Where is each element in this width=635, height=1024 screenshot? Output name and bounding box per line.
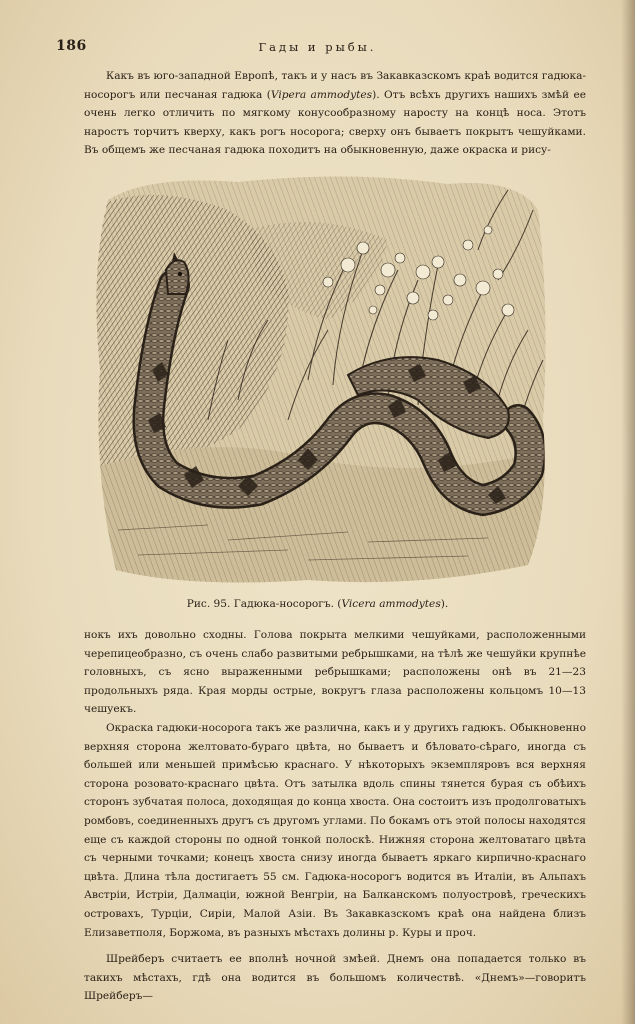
figure-caption-latin: Vicera ammodytes [341, 598, 441, 610]
paragraph-intro-text-1: Какъ въ юго-западной Европѣ, такъ и у насъ въ Закавказскомъ краѣ водится гадюка-носорогъ или песчаная гадюка ( [84, 70, 586, 101]
paragraph-intro [84, 67, 586, 160]
engraving-scene [88, 170, 550, 588]
running-head: Гады и рыбы. [258, 40, 377, 54]
body-text-bottom [84, 626, 586, 1006]
page-gutter-shadow [621, 0, 635, 1024]
paragraph-coloring: Окраска гадюки-носорога такъ же различна, какъ и у другихъ гадюкъ. Обыкновенно верхняя сторона желтовато-бураго цвѣта, но бываетъ и бѣловато-сѣраго, иногда съ большей или меньшей примѣсью краснаго. У нѣкоторыхъ экземпляровъ вся верхняя сторона розовато-краснаго цвѣта. Отъ затылка вдоль спины тянется бурая съ обѣихъ сторонъ зубчатая полоса, доходящая до конца хвоста. Она состоитъ изъ продолговатыхъ ромбовъ, соединенныхъ другъ съ другомъ углами. По бокамъ отъ этой полосы находятся еще съ каждой стороны по одной тонкой полоскѣ. Нижняя сторона желтоватаго цвѣта съ черными точками; конецъ хвоста снизу иногда бываетъ яркаго кирпично-краснаго цвѣта. Длина тѣла достигаетъ 55 см. Гадюка-носорогъ водится въ Италіи, въ Альпахъ Австріи, Истріи, Далмаціи, южной Венгріи, на Балканскомъ полуостровѣ, греческихъ островахъ, Турціи, Сиріи, Малой Азіи. Въ Закавказскомъ краѣ она найдена близъ Елизаветполя, Боржома, въ разныхъ мѣстахъ долины р. Куры и проч. [84, 721, 586, 939]
figure-caption-prefix: Рис. 95. Гадюка-носорогъ. ( [186, 598, 342, 610]
figure-caption-suffix: ). [440, 598, 449, 610]
page-number: 186 [56, 38, 87, 54]
figure-caption [0, 598, 635, 610]
paragraph-schreiber: Шрейберъ считаетъ ее вполнѣ ночной змѣей. Днемъ она попадается только въ такихъ мѣстахъ, гдѣ она водится въ большомъ количествѣ. «Днемъ»—говоритъ Шрейберъ— [84, 953, 586, 1003]
paragraph-scales: нокъ ихъ довольно сходны. Голова покрыта мелкими чешуйками, расположенными черепицеобразно, съ очень слабо развитыми ребрышками, на тѣлѣ же чешуйки крупнѣе головныхъ, съ ясно выраженными ребрышками; расположены онѣ въ 21—23 продольныхъ ряда. Края морды острые, вокругъ глаза расположены кольцомъ 10—13 чешуекъ. [84, 629, 586, 716]
latin-name: Vipera ammodytes [270, 88, 373, 101]
viper-engraving [88, 170, 550, 588]
paragraph-intro-text-2: ). Отъ всѣхъ другихъ нашихъ змѣй ее очень легко отличить по мягкому конусообразному наросту на концѣ носа. Этотъ наростъ торчитъ кверху, какъ рогъ носорога; сверху онъ бываетъ покрытъ чешуйками. Въ общемъ же песчаная гадюка походитъ на обыкновенную, даже окраска и рису- [84, 88, 586, 157]
